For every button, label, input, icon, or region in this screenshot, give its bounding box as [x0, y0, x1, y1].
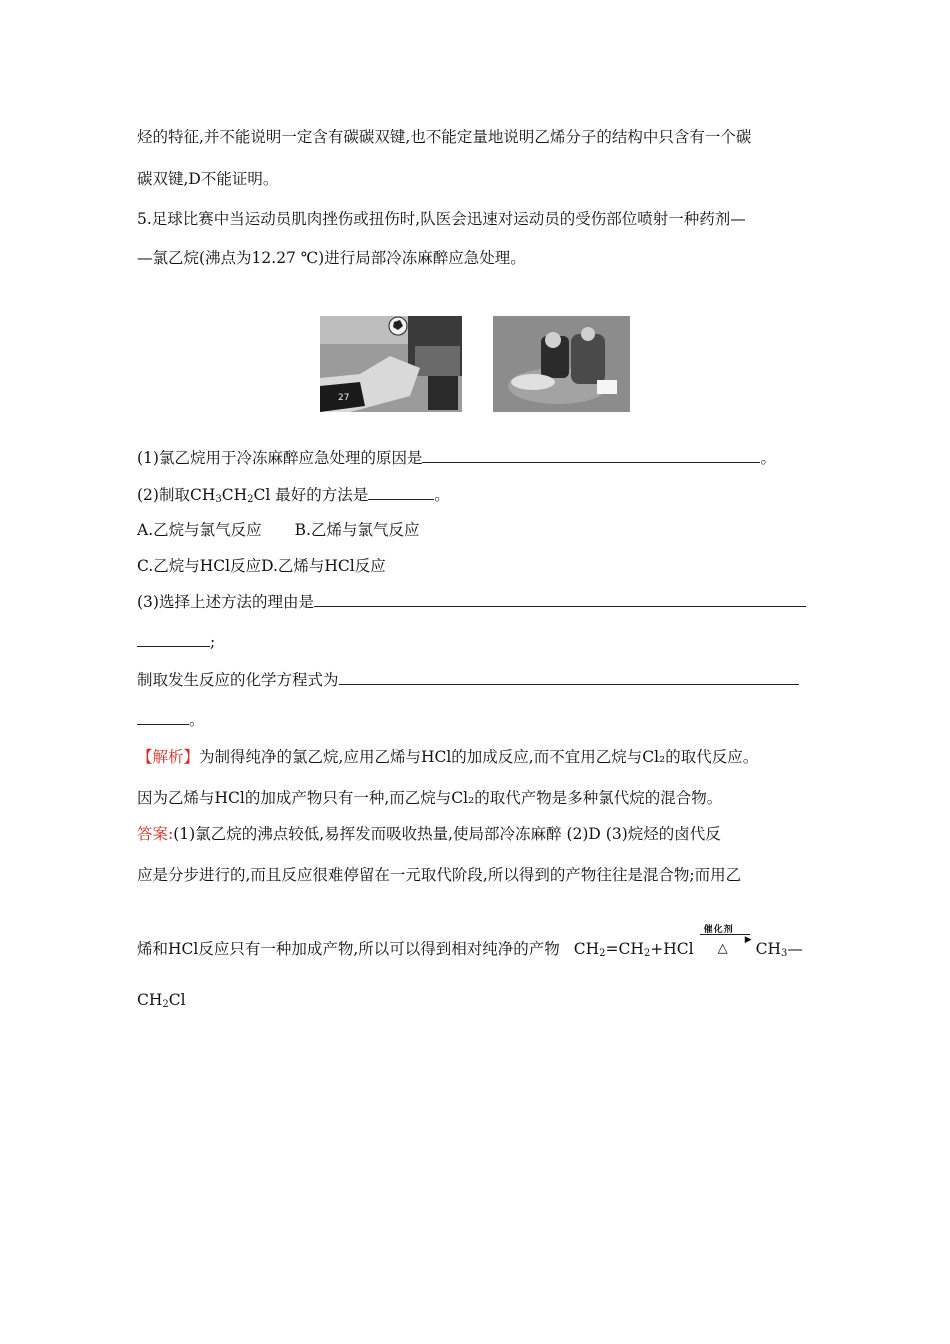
analysis-line-2: 因为乙烯与HCl的加成产物只有一种,而乙烷与Cl₂的取代产物是多种氯代烷的混合物。 [137, 789, 723, 807]
answer-blank [368, 485, 434, 500]
answer-text: (1)氯乙烷的沸点较低,易挥发而吸收热量,使局部冷冻麻醉 (2)D (3)烷烃的卤代反 [173, 825, 721, 843]
question-5-cont: —氯乙烷(沸点为12.27 ℃)进行局部冷冻麻醉应急处理。 [137, 249, 526, 267]
answer-blank [339, 670, 799, 685]
question-4-text: 制取发生反应的化学方程式为 [137, 671, 339, 689]
svg-text:27: 27 [338, 393, 350, 403]
football-injury-photo [320, 316, 462, 412]
option-b: B.乙烯与氯气反应 [294, 521, 420, 539]
answer-blank [137, 632, 210, 647]
formula-ch3ch2cl: $CH_3CH_2Cl$ [189, 486, 271, 505]
equation-tail: $CH_2Cl$ [137, 991, 186, 1010]
question-5: 5.足球比赛中当运动员肌肉挫伤或扭伤时,队医会迅速对运动员的受伤部位喷射一种药剂— [137, 210, 746, 228]
options-ab [137, 520, 419, 540]
reaction-arrow: 催化剂 ▶ △ [698, 940, 752, 960]
question-2-text-post: 最好的方法是 [275, 486, 369, 504]
answer-line-2: 应是分步进行的,而且反应很难停留在一元取代阶段,所以得到的产物往往是混合物;而用乙 [137, 866, 742, 884]
option-a: A.乙烷与氯气反应 [137, 521, 262, 539]
question-1 [137, 448, 776, 468]
punct: 。 [434, 486, 450, 504]
catalyst-label: 催化剂 [703, 925, 734, 935]
answer-line-3 [137, 925, 803, 964]
question-2 [137, 485, 450, 510]
question-3 [137, 592, 806, 612]
text-line: 碳双键,D不能证明。 [137, 170, 279, 188]
question-4-cont [137, 710, 205, 730]
heat-symbol: △ [717, 941, 728, 956]
answer-text: 烯和HCl反应只有一种加成产物,所以可以得到相对纯净的产物 [137, 940, 560, 958]
analysis-text: 为制得纯净的氯乙烷,应用乙烯与HCl的加成反应,而不宜用乙烷与Cl₂的取代反应。 [199, 748, 759, 766]
answer-label: 答案: [137, 825, 174, 843]
text-line: 烃的特征,并不能说明一定含有碳碳双键,也不能定量地说明乙烯分子的结构中只含有一个碳 [137, 128, 752, 146]
question-3-cont [137, 632, 215, 652]
analysis-label: 【解析】 [137, 748, 200, 766]
answer-blank [422, 448, 760, 463]
punct: 。 [189, 711, 205, 729]
question-1-text: (1)氯乙烷用于冷冻麻醉应急处理的原因是 [137, 449, 423, 467]
answer-line-1 [137, 824, 721, 844]
equation-right: $CH_3—$ [755, 940, 803, 959]
options-cd: C.乙烷与HCl反应D.乙烯与HCl反应 [137, 557, 386, 575]
answer-blank [137, 710, 189, 725]
question-4 [137, 670, 799, 690]
punct: 。 [760, 449, 776, 467]
question-2-text: (2)制取 [137, 486, 190, 504]
answer-blank [314, 592, 806, 607]
equation-left: $CH_2=CH_2+HCl$ [573, 940, 694, 959]
question-3-text: (3)选择上述方法的理由是 [137, 593, 314, 611]
medic-spraying-photo [493, 316, 630, 412]
punct: ; [210, 633, 216, 651]
analysis-line-1 [137, 747, 758, 767]
